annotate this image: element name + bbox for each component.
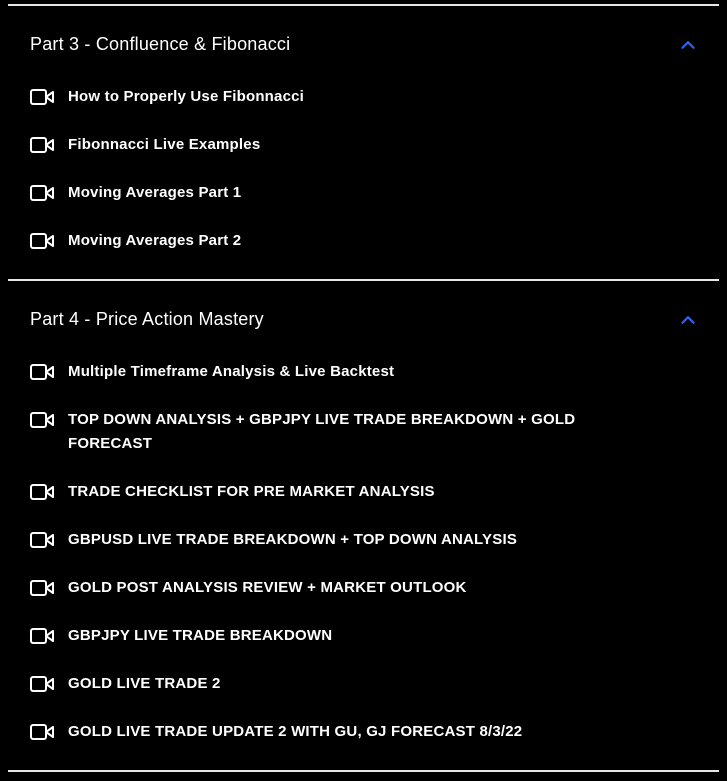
- lesson-label: Moving Averages Part 1: [68, 184, 242, 201]
- video-camera-icon: [30, 229, 54, 253]
- lesson-label: Fibonnacci Live Examples: [68, 136, 261, 153]
- lesson-item[interactable]: [30, 181, 699, 205]
- section-header-part-4[interactable]: [30, 307, 699, 332]
- video-camera-icon: [30, 624, 54, 648]
- lesson-label: TOP DOWN ANALYSIS + GBPJPY LIVE TRADE BREAKDOWN + GOLD FORECAST: [68, 411, 576, 452]
- lesson-label: How to Properly Use Fibonnacci: [68, 88, 305, 105]
- lesson-item[interactable]: [30, 672, 699, 696]
- collapse-section-button[interactable]: [677, 34, 699, 56]
- lesson-item[interactable]: [30, 229, 699, 253]
- section-part-4: [0, 281, 727, 770]
- collapse-section-button[interactable]: [677, 309, 699, 331]
- lesson-item[interactable]: [30, 528, 699, 552]
- video-camera-icon: [30, 181, 54, 205]
- video-camera-icon: [30, 133, 54, 157]
- lesson-list: [30, 85, 699, 253]
- chevron-up-icon: [677, 309, 699, 331]
- section-header-part-3[interactable]: [30, 32, 699, 57]
- lesson-label: GOLD LIVE TRADE UPDATE 2 WITH GU, GJ FORECAST 8/3/22: [68, 723, 523, 740]
- video-camera-icon: [30, 576, 54, 600]
- lesson-label: GBPJPY LIVE TRADE BREAKDOWN: [68, 627, 333, 644]
- lesson-item[interactable]: [30, 576, 699, 600]
- video-camera-icon: [30, 528, 54, 552]
- chevron-up-icon: [677, 34, 699, 56]
- lesson-label: GOLD POST ANALYSIS REVIEW + MARKET OUTLOOK: [68, 579, 467, 596]
- video-camera-icon: [30, 672, 54, 696]
- video-camera-icon: [30, 408, 54, 432]
- lesson-label: Multiple Timeframe Analysis & Live Backtest: [68, 363, 395, 380]
- video-camera-icon: [30, 360, 54, 384]
- lesson-item[interactable]: [30, 480, 699, 504]
- lesson-label: Moving Averages Part 2: [68, 232, 242, 249]
- video-camera-icon: [30, 480, 54, 504]
- lesson-label: TRADE CHECKLIST FOR PRE MARKET ANALYSIS: [68, 483, 435, 500]
- lesson-item[interactable]: [30, 85, 699, 109]
- video-camera-icon: [30, 720, 54, 744]
- lesson-item[interactable]: [30, 720, 699, 744]
- section-divider: [8, 770, 719, 772]
- lesson-list: [30, 360, 699, 744]
- video-camera-icon: [30, 85, 54, 109]
- lesson-label: GOLD LIVE TRADE 2: [68, 675, 221, 692]
- section-title: Part 4 - Price Action Mastery: [30, 309, 264, 329]
- lesson-item[interactable]: [30, 360, 699, 384]
- lesson-item[interactable]: [30, 408, 699, 456]
- lesson-label: GBPUSD LIVE TRADE BREAKDOWN + TOP DOWN ANALYSIS: [68, 531, 518, 548]
- lesson-item[interactable]: [30, 624, 699, 648]
- section-title: Part 3 - Confluence & Fibonacci: [30, 34, 291, 54]
- lesson-item[interactable]: [30, 133, 699, 157]
- section-part-3: [0, 6, 727, 279]
